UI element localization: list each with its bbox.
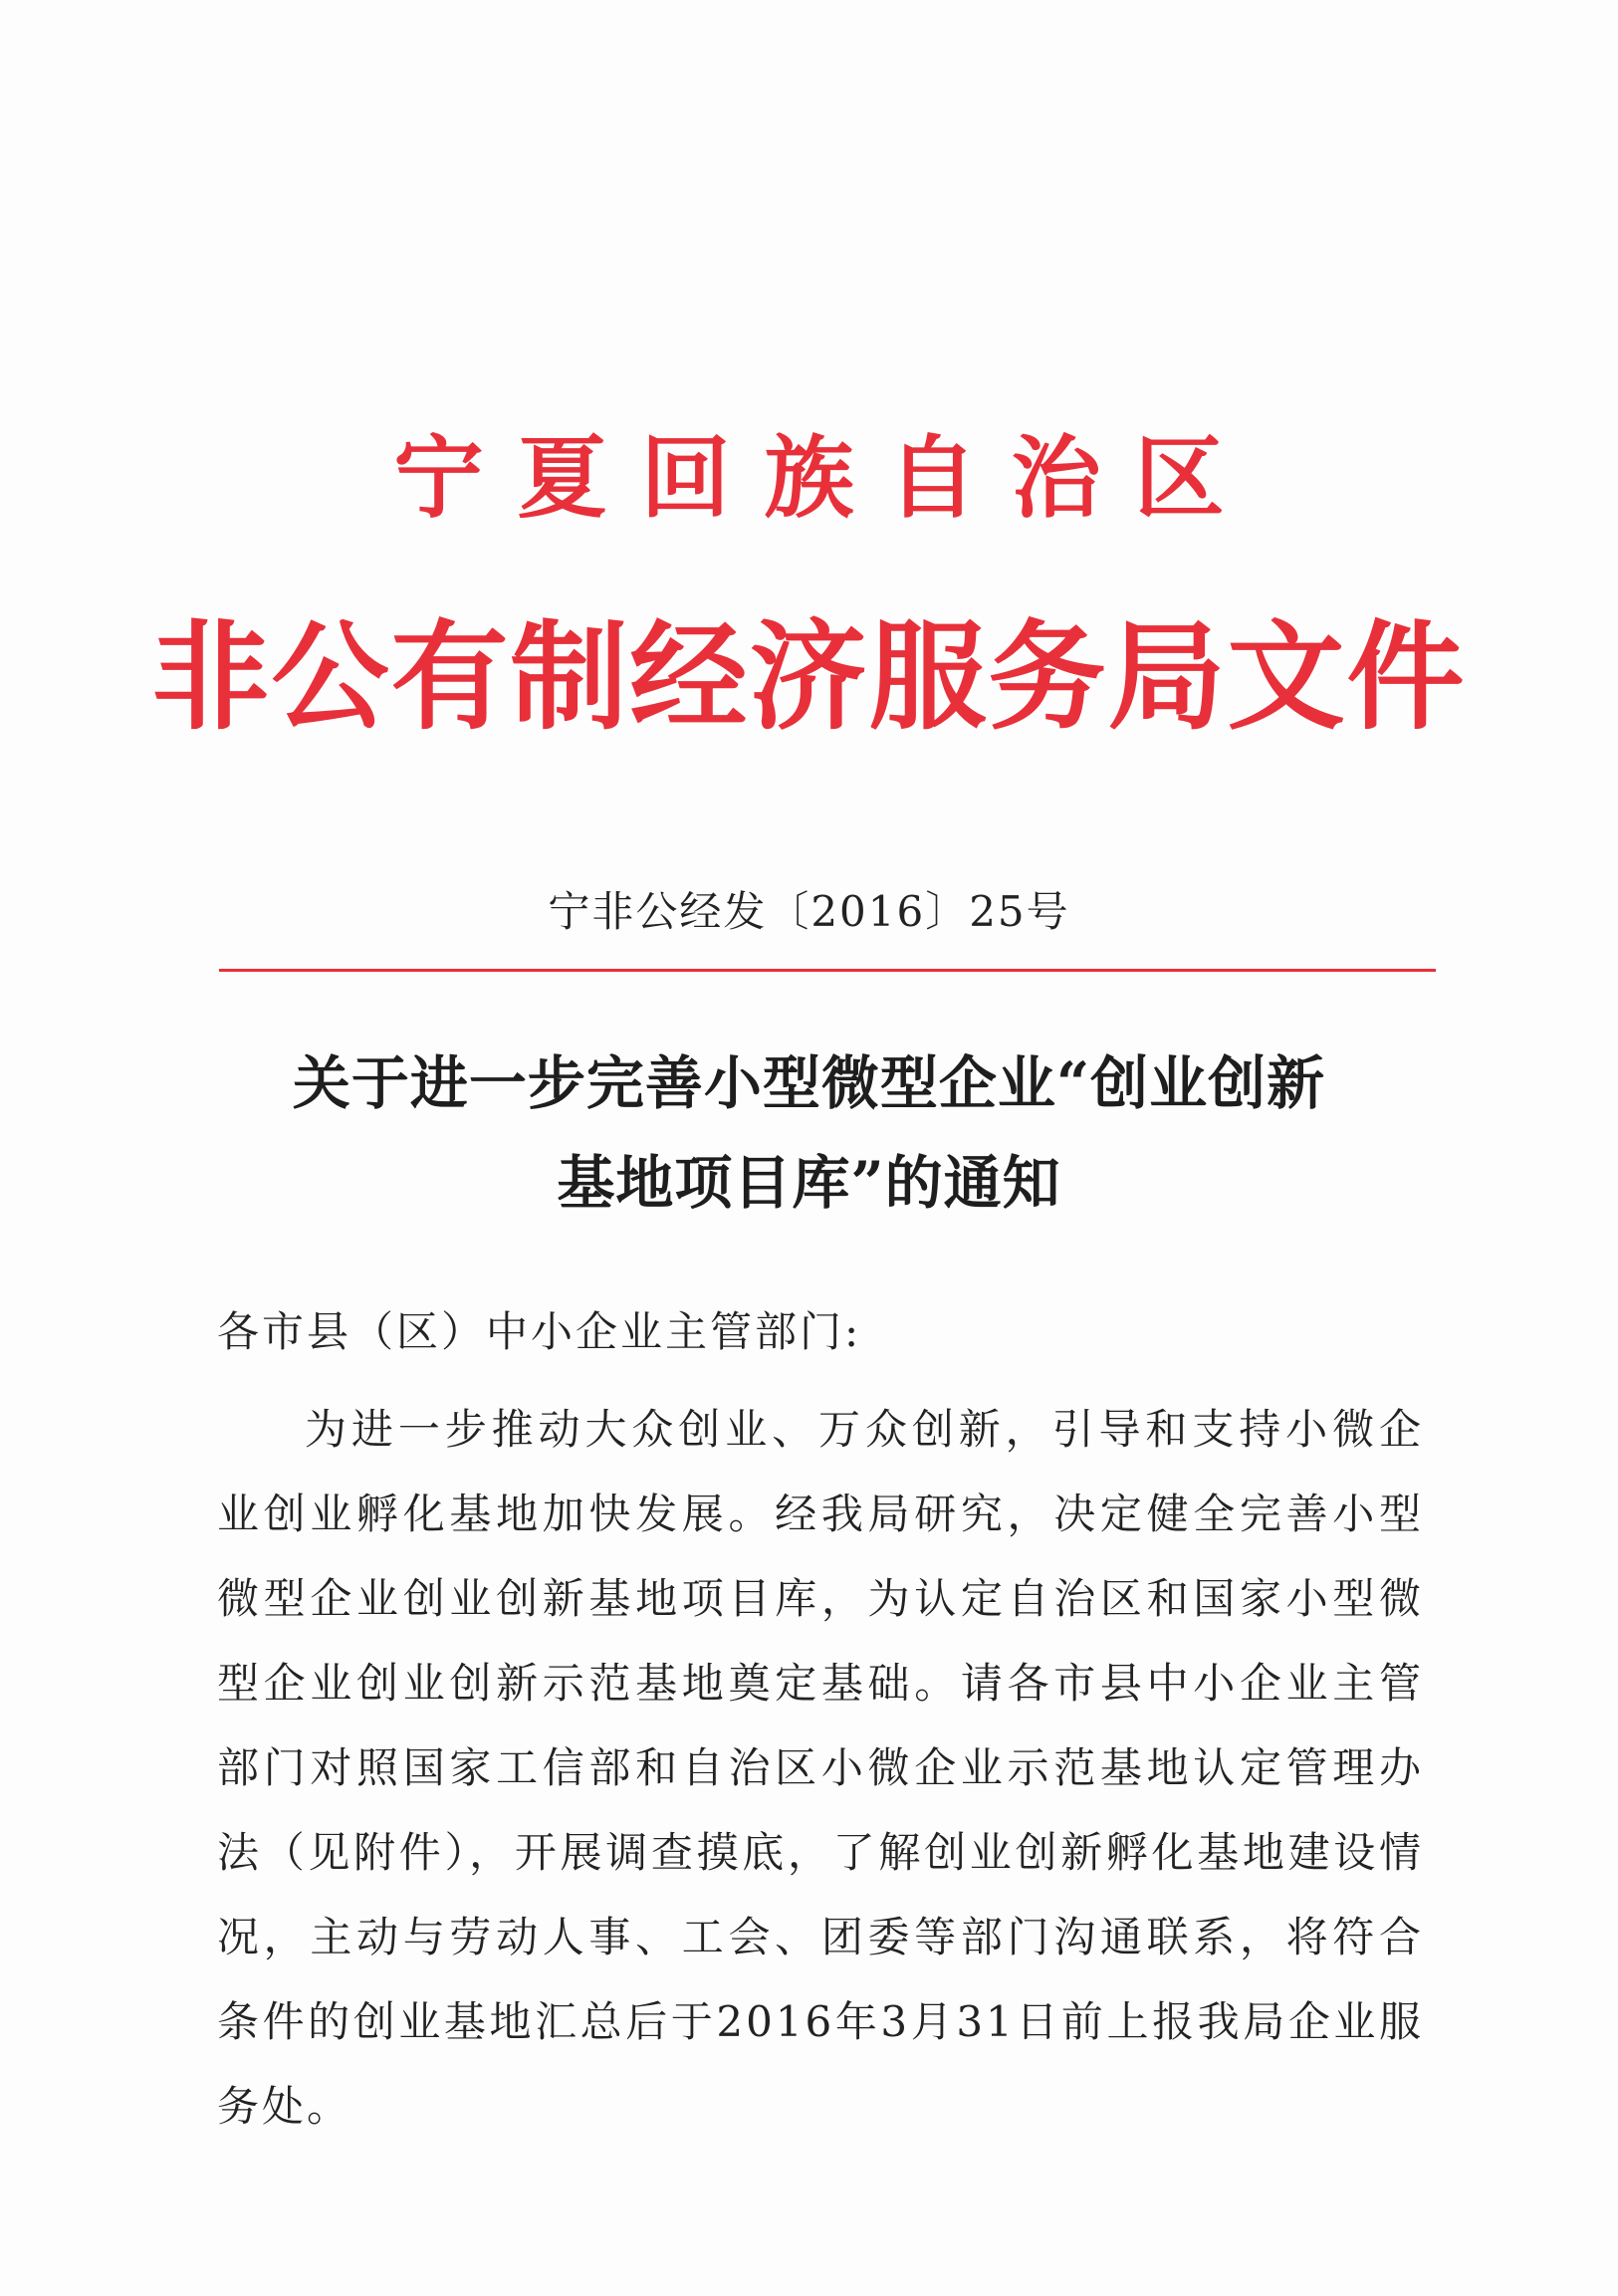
body-paragraph: 为进一步推动大众创业、万众创新，引导和支持小微企业创业孵化基地加快发展。经我局研究，决定健全完善小型微型企业创业创新基地项目库，为认定自治区和国家小型微型企业创业创新示范基地奠定基础。请各市县中小企业主管部门对照国家工信部和自治区小微企业示范基地认定管理办法（见附件），开展调查摸底，了解创业创新孵化基地建设情况，主动与劳动人事、工会、团委等部门沟通联系，将符合条件的创业基地汇总后于2016年3月31日前上报我局企业服务处。 (217, 1405, 1424, 2131)
title-line-2: 基地项目库”的通知 (557, 1149, 1061, 1217)
issuer-name: 宁夏回族自治区 (393, 425, 1259, 531)
document-title (0, 1033, 1618, 1233)
title-line-1: 关于进一步完善小型微型企业“创业创新 (292, 1049, 1326, 1117)
document-number: 宁非公经发〔2016〕25号 (548, 887, 1070, 936)
red-divider (219, 969, 1436, 972)
document-header: 非公有制经济服务局文件 (151, 608, 1467, 746)
salutation: 各市县（区）中小企业主管部门: (217, 1307, 862, 1356)
